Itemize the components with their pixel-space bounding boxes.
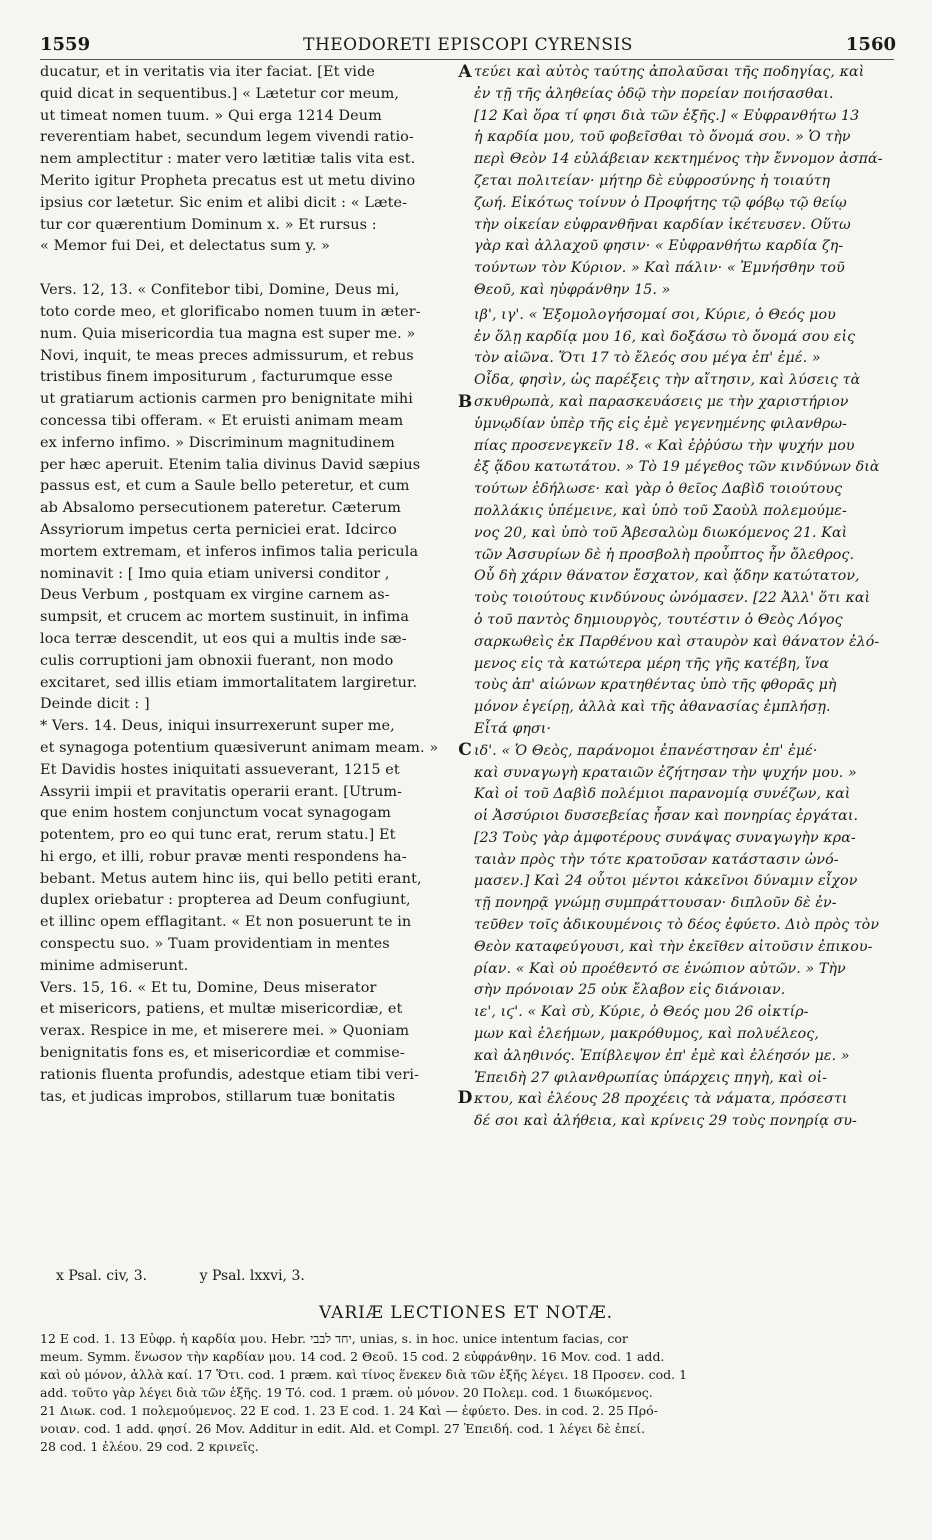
text-line: Οὗ δὴ χάριν θάνατον ἔσχατον, καὶ ᾅδην κατώτατον, [474,568,860,585]
text-line: Εἶτά φησι· [474,720,552,737]
text-line: ιβ', ιγ'. « Ἐξομολογήσομαί σοι, Κύριε, ὁ Θεός μου [474,306,836,323]
text-line: nominavit : [ Imo quia etiam universi conditor , [40,565,390,582]
text-line: δέ σοι καὶ ἀλήθεια, καὶ κρίνεις 29 τοὺς πονηρίᾳ συ- [474,1113,857,1130]
text-line: conspectu suo. » Tuam providentiam in mentes [40,936,390,953]
text-line: ἐν ὅλῃ καρδίᾳ μου 16, καὶ δοξάσω τὸ ὄνομά σου εἰς [474,328,856,345]
text-line: sumpsit, et crucem ac mortem sustinuit, in infima [40,609,410,626]
header-rule [40,59,894,60]
text-line: τούτων ἐδήλωσε· καὶ γὰρ ὁ θεῖος Δαβὶδ τοιούτους [474,481,843,498]
note-line: meum. Symm. ἕνωσον τὴν καρδίαν μου. 14 cod. 2 Θεοῦ. 15 cod. 2 εὐφράνθην. 16 Mov. cod. 1 add. [40,1349,665,1364]
text-line [40,258,456,280]
text-line: concessa tibi offeram. « Et eruisti animam meam [40,412,404,429]
text-line: tristibus finem impositurum , facturumque esse [40,369,393,386]
text-line: « Memor fui Dei, et delectatus sum y. » [40,238,331,255]
text-line: tur cor quærentium Dominum x. » Et rursus : [40,216,377,233]
text-line: Assyriorum impetus certa perniciei erat. Idcirco [40,521,397,538]
text-line: τοὺς ἀπ' αἰώνων κρατηθέντας ὑπὸ τῆς φθορᾶς μὴ [474,677,837,694]
note-line: 28 cod. 1 ἐλέου. 29 cod. 2 κρινεῖς. [40,1439,259,1454]
text-line: τεύει καὶ αὐτὸς ταύτης ἀπολαῦσαι τῆς ποδηγίας, καὶ [474,64,865,80]
text-line: σὴν πρόνοιαν 25 οὐκ ἔλαβον εἰς διάνοιαν. [474,982,786,999]
text-line: Novi, inquit, te meas preces admissurum, et rebus [40,347,414,364]
text-line: σαρκωθεὶς ἐκ Παρθένου καὶ σταυρὸν καὶ θάνατον ἐλό- [474,633,880,650]
margin-letter-c: C [458,740,472,760]
notes-heading: VARIÆ LECTIONES ET NOTÆ. [318,1303,614,1323]
text-line: et misericors, patiens, et multæ misericordiæ, et [40,1001,403,1018]
text-line: ut timeat nomen tuum. » Qui erga 1214 Deum [40,107,382,124]
text-line: Vers. 15, 16. « Et tu, Domine, Deus miserator [40,979,377,996]
text-line: toto corde meo, et glorificabo nomen tuum in æter- [40,303,421,320]
text-line: Θεοῦ, καὶ ηὐφράνθην 15. » [474,281,671,298]
running-header [40,34,896,58]
text-line: Θεὸν καταφεύγουσι, καὶ τὴν ἐκεῖθεν αἰτοῦσιν ἐπικου- [474,938,873,955]
text-line: περὶ Θεὸν 14 εὐλάβειαν κεκτημένος τὴν ἔννομον ἀσπά- [474,151,883,168]
text-line: τὴν οἰκείαν εὐφρανθῆναι καρδίαν ἱκέτευσεν. Οὕτω [474,216,851,233]
text-line: Vers. 12, 13. « Confitebor tibi, Domine, Deus mi, [40,282,400,299]
text-line: ιδ'. « Ὁ Θεὸς, παράνομοι ἐπανέστησαν ἐπ' ἐμέ· [474,742,818,759]
text-line: ἡ καρδία μου, τοῦ φοβεῖσθαι τὸ ὄνομά σου. » Ὁ τὴν [474,129,851,146]
text-line: reverentiam habet, secundum legem vivendi ratio- [40,129,414,146]
footnote-y: y Psal. lxxvi, 3. [199,1268,305,1284]
text-line: ut gratiarum actionis carmen pro benignitate mihi [40,391,413,408]
note-line: 21 Διωκ. cod. 1 πολεμούμενος. 22 E cod. 1. 23 E cod. 1. 24 Καὶ — ἐφύετο. Des. in cod. 2. 25 Πρό- [40,1403,658,1418]
text-line: μων καὶ ἐλεήμων, μακρόθυμος, καὶ πολυέλεος, [474,1026,819,1043]
page-number-right: 1560 [845,34,896,55]
text-line: Καὶ οἱ τοῦ Δαβὶδ πολέμιοι παρανομίᾳ συνέζων, καὶ [474,786,851,803]
text-line: μασεν.] Καὶ 24 οὗτοι μέντοι κἀκεῖνοι δύναμιν εἶχον [474,873,858,890]
note-line: καὶ οὐ μόνον, ἀλλὰ καί. 17 Ὅτι. cod. 1 præm. καὶ τίνος ἕνεκεν διὰ τῶν ἑξῆς λέγει. 18 Προσεν. cod. 1 [40,1367,688,1382]
text-line: duplex oriebatur : propterea ad Deum confugiunt, [40,892,411,909]
text-line: benignitatis fons es, et misericordiæ et commise- [40,1045,405,1062]
note-line: νοιαν. cod. 1 add. φησί. 26 Mov. Additur in edit. Ald. et Compl. 27 Ἐπειδή. cod. 1 λέγει δὲ ἐπεί. [40,1421,646,1436]
text-line: ταιὰν πρὸς τὴν τότε κρατοῦσαν κατάστασιν ὠνό- [474,851,839,868]
text-line: τῇ πονηρᾷ γνώμῃ συμπράττουσαν· διπλοῦν δὲ ἐν- [474,895,837,912]
note-line: 12 E cod. 1. 13 Εὐφρ. ἡ καρδία μου. Hebr. יחד לבבי, unias, s. in hoc. unice intentum facias, cor [40,1331,628,1346]
text-line: mortem extremam, et inferos infimos talia pericula [40,543,419,560]
text-line: ζεται πολιτείαν· μήτηρ δὲ εὐφροσύνης ἡ τοιαύτη [474,172,831,189]
text-line: καὶ συναγωγὴ κραταιῶν ἐζήτησαν τὴν ψυχήν μου. » [474,764,857,781]
text-line: μόνον ἐγείρῃ, ἀλλὰ καὶ τῆς ἀθανασίας ἐμπλήσῃ. [474,699,831,716]
text-line: per hæc aperuit. Etenim talia divinus David sæpius [40,456,421,473]
text-line: τούντων τὸν Κύριον. » Καὶ πάλιν· « Ἐμνήσθην τοῦ [474,260,845,277]
text-line: ducatur, et in veritatis via iter faciat. [Et vide [40,64,376,80]
greek-column [474,62,894,1262]
text-line: Assyrii impii et pravitatis operarii erant. [Utrum- [40,783,403,800]
text-line: que enim hostem conjunctum vocat synagogam [40,805,392,822]
text-line: [23 Τοὺς γὰρ ἀμφοτέρους συνάψας συναγωγὴν κρα- [474,829,856,846]
text-line: καὶ ἀληθινός. Ἐπίβλεψον ἐπ' ἐμὲ καὶ ἐλέησόν με. » [474,1047,850,1064]
text-line: νος 20, καὶ ὑπὸ τοῦ Ἀβεσαλὼμ διωκόμενος 21. Καὶ [474,524,848,541]
text-line: ζωή. Εἰκότως τοίνυν ὁ Προφήτης τῷ φόβῳ τῷ θείῳ [474,194,847,211]
text-line: ὑμνῳδίαν ὑπὲρ τῆς εἰς ἐμὲ γεγενημένης φιλανθρω- [474,415,848,432]
text-line: σκυθρωπὰ, καὶ παρασκευάσεις με τὴν χαριστήριον [474,393,849,410]
text-line: Ἐπειδὴ 27 φιλανθρωπίας ὑπάρχεις πηγὴ, καὶ οἰ- [474,1069,828,1086]
text-line: et synagoga potentium quæsiverunt animam meam. » [40,739,439,756]
text-line: Deus Verbum , postquam ex virgine carnem as- [40,587,390,604]
scripture-footnotes [56,1268,896,1284]
text-line: πολλάκις ὑπέμεινε, καὶ ὑπὸ τοῦ Σαοὺλ πολεμούμε- [474,502,847,519]
margin-letter-a: A [458,62,472,82]
text-line: Οἶδα, φησὶν, ὡς παρέξεις τὴν αἴτησιν, καὶ λύσεις τὰ [474,372,861,389]
text-line: Deinde dicit : ] [40,696,150,713]
text-line: τεῦθεν τοῖς ἀδικουμένοις τὸ δέος ἐφύετο. Διὸ πρὸς τὸν [474,917,880,934]
text-line: ἐν τῇ τῆς ἀληθείας ὁδῷ τὴν πορείαν ποιήσασθαι. [474,85,834,102]
text-line: minime admiserunt. [40,957,189,974]
text-line: ἐξ ᾅδου κατωτάτου. » Τὸ 19 μέγεθος τῶν κινδύνων διὰ [474,459,880,476]
text-line: πίας προσενεγκεῖν 18. « Καὶ ἐῤῥύσω τὴν ψυχήν μου [474,437,855,454]
text-line: num. Quia misericordia tua magna est super me. » [40,325,416,342]
text-line: excitaret, sed illis etiam immortalitatem largiretur. [40,674,418,691]
running-title: THEODORETI EPISCOPI CYRENSIS [303,35,633,55]
text-line: hi ergo, et illi, robur pravæ menti respondens ha- [40,848,407,865]
text-line: ipsius cor lætetur. Sic enim et alibi dicit : « Læte- [40,194,408,211]
text-line: bebant. Metus autem hinc iis, qui bello petiti erant, [40,870,422,887]
note-line: add. τοῦτο γὰρ λέγει διὰ τῶν ἑξῆς. 19 Τό. cod. 1 præm. οὐ μόνον. 20 Πολεμ. cod. 1 διωκόμενος. [40,1385,653,1400]
text-line: passus est, et cum a Saule bello peteretur, et cum [40,478,410,495]
text-line: rationis fluenta profundis, adestque etiam tibi veri- [40,1066,420,1083]
text-line: ὁ τοῦ παντὸς δημιουργὸς, τουτέστιν ὁ Θεὸς Λόγος [474,611,843,628]
text-line: et illinc opem efflagitant. « Et non posuerunt te in [40,914,412,931]
text-line: τῶν Ἀσσυρίων δὲ ἡ προσβολὴ προὖπτος ἦν ὄλεθρος. [474,546,855,563]
text-line: * Vers. 14. Deus, iniqui insurrexerunt super me, [40,718,395,735]
text-line: verax. Respice in me, et miserere mei. » Quoniam [40,1023,410,1040]
page-number-left: 1559 [40,34,91,55]
text-line: γὰρ καὶ ἀλλαχοῦ φησιν· « Εὐφρανθήτω καρδία ζη- [474,238,844,255]
text-line: ιε', ιϛ'. « Καὶ σὺ, Κύριε, ὁ Θεός μου 26 οἰκτίρ- [474,1004,809,1021]
text-line: κτου, καὶ ἐλέους 28 προχέεις τὰ νάματα, πρόσεστι [474,1091,848,1108]
text-line: [12 Καὶ ὅρα τί φησι διὰ τῶν ἑξῆς.] « Εὐφρανθήτω 13 [474,107,860,124]
margin-letter-d: D [457,1088,473,1108]
variant-readings [40,1330,896,1456]
latin-column [40,62,456,1262]
text-line: ab Absalomo persecutionem pateretur. Cæterum [40,500,401,517]
text-line: nem amplectitur : mater vero lætitiæ talis vita est. [40,151,416,168]
text-line: tas, et judicas improbos, stillarum tuæ bonitatis [40,1088,396,1105]
text-line: culis corruptioni jam obnoxii fuerant, non modo [40,652,394,669]
text-line: τὸν αἰῶνα. Ὅτι 17 τὸ ἔλεός σου μέγα ἐπ' ἐμέ. » [474,350,821,367]
text-line: ρίαν. « Καὶ οὐ προέθεντό σε ἐνώπιον αὐτῶν. » Τὴν [474,960,846,977]
text-line: τοὺς τοιούτους κινδύνους ὠνόμασεν. [22 Ἀλλ' ὅτι καὶ [474,590,871,607]
text-line: ex inferno infimo. » Discriminum magnitudinem [40,434,395,451]
text-line: Merito igitur Propheta precatus est ut metu divino [40,172,416,189]
text-line: quid dicat in sequentibus.] « Lætetur cor meum, [40,85,400,102]
text-line: potentem, pro eo qui tunc erat, rerum statu.] Et [40,827,396,844]
text-line: μενος εἰς τὰ κατώτερα μέρη τῆς γῆς κατέβη, ἵνα [474,655,830,672]
text-line: Et Davidis hostes iniquitati assueverant, 1215 et [40,761,400,778]
text-line: οἱ Ἀσσύριοι δυσσεβείας ἦσαν καὶ πονηρίας ἐργάται. [474,808,859,825]
margin-letter-b: B [457,392,473,412]
text-line: loca terræ descendit, ut eos qui a multis inde sæ- [40,630,407,647]
footnote-x: x Psal. civ, 3. [56,1268,148,1284]
